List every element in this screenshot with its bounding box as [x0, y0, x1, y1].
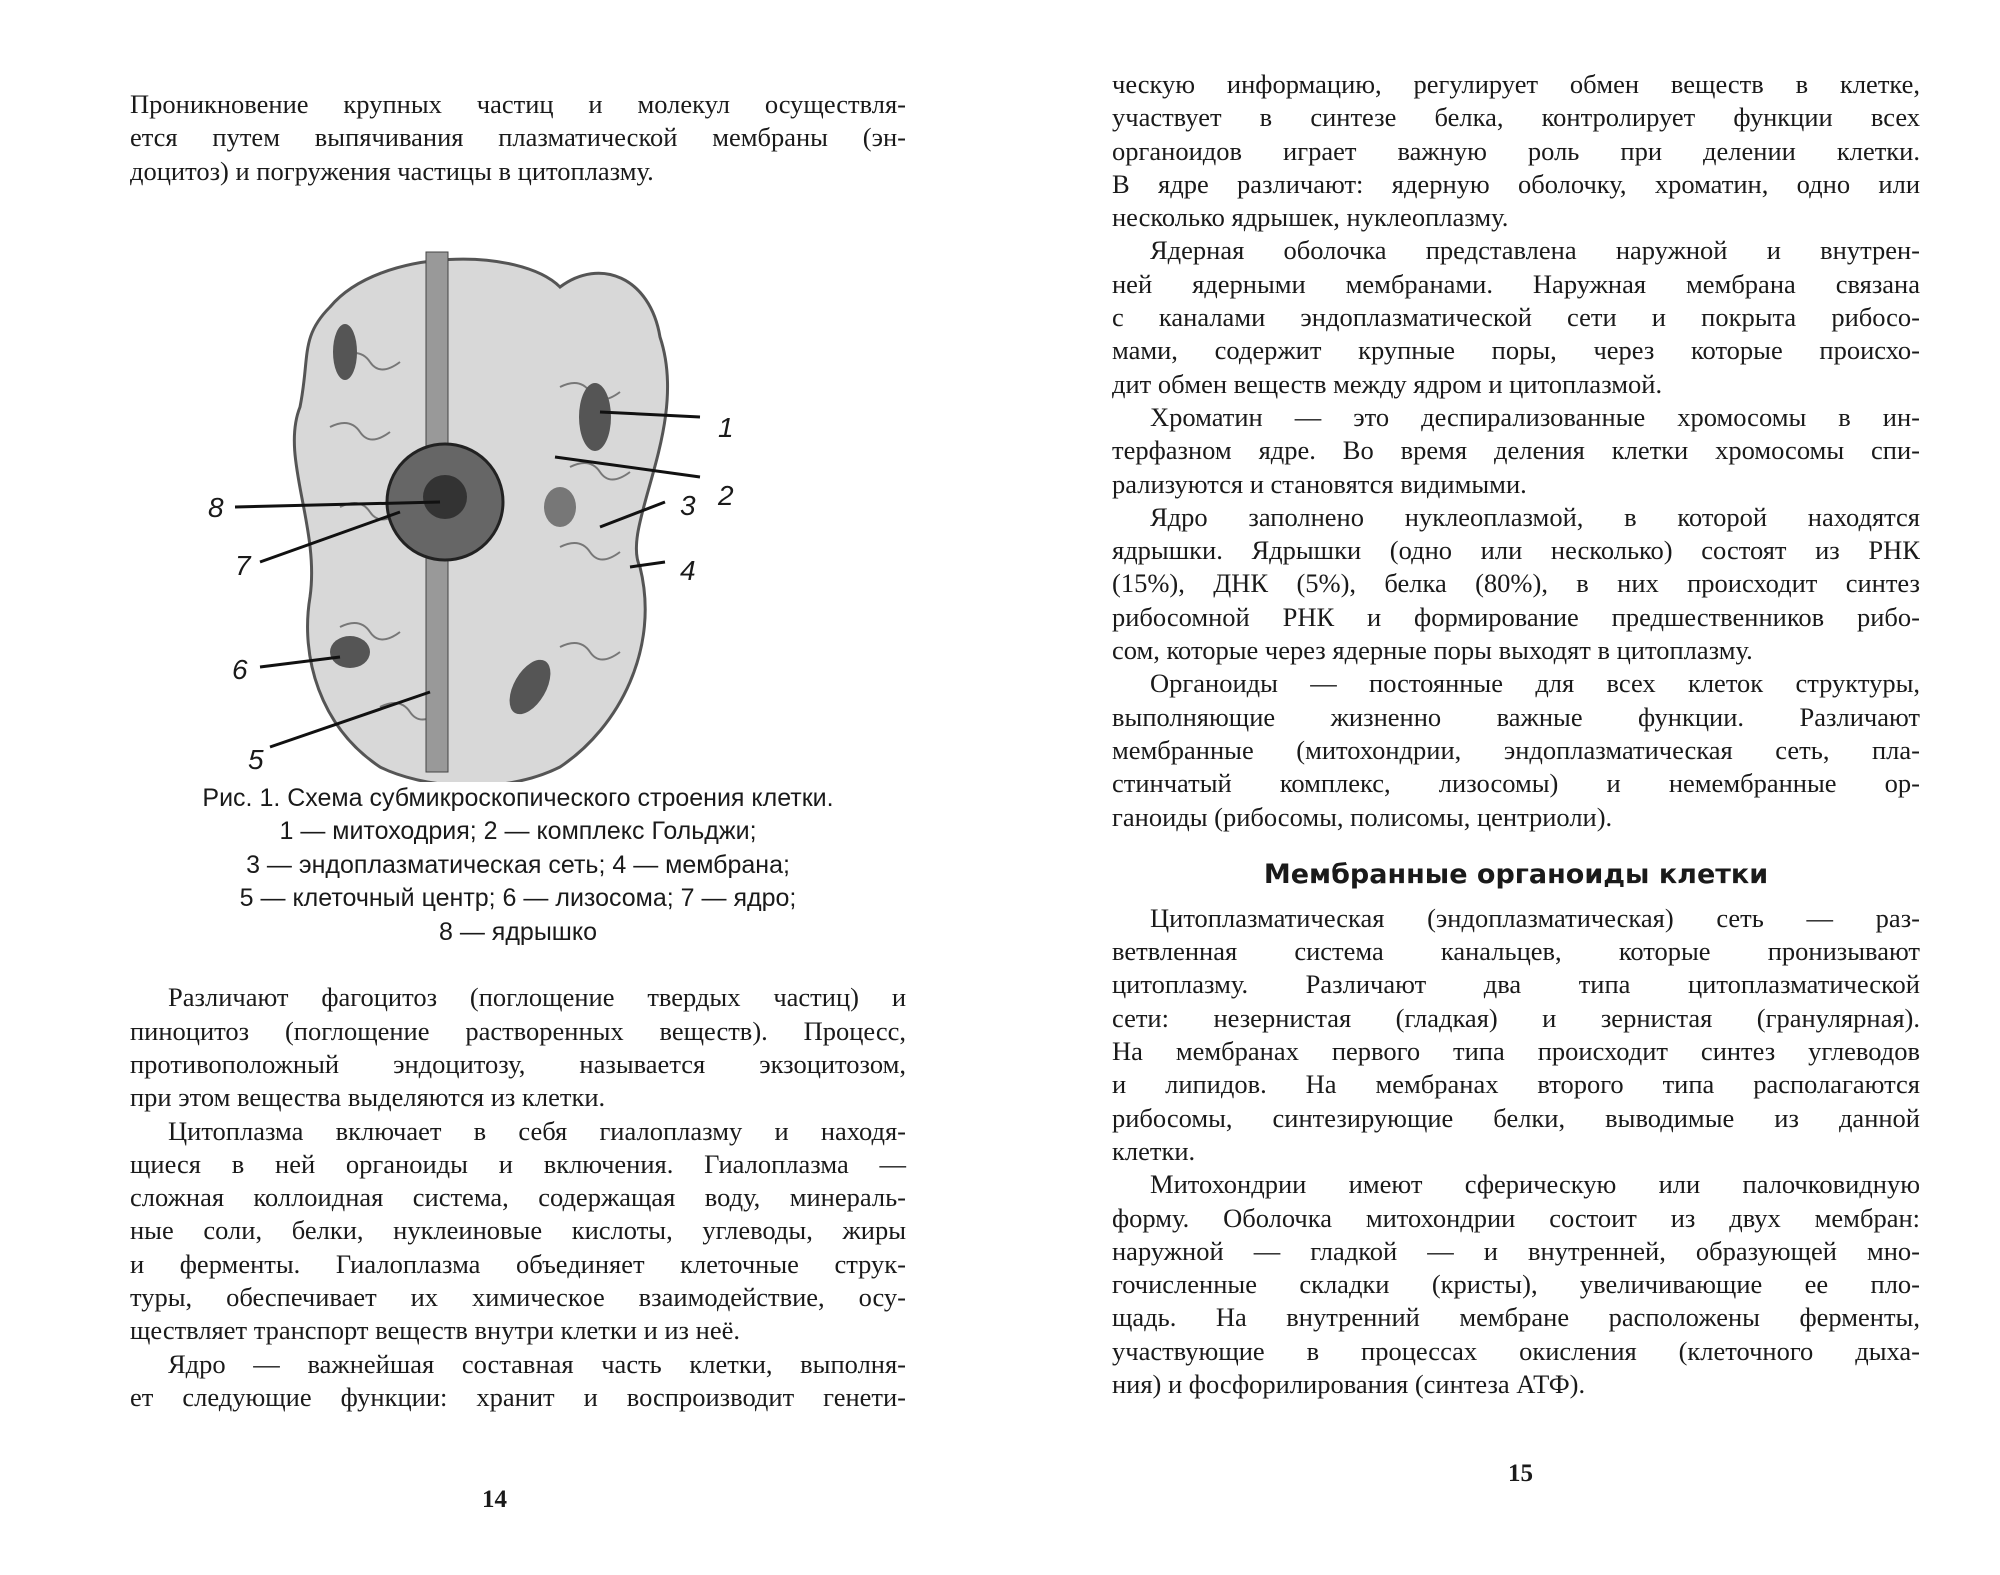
text-line: ветвленная система канальцев, которые пронизывают — [1112, 936, 1920, 967]
text-line: пиноцитоз (поглощение растворенных веществ). Процесс, — [130, 1015, 906, 1046]
text-line: стинчатый комплекс, лизосомы) и немембранные ор- — [1112, 768, 1920, 799]
text-line: щадь. На внутренний мембране расположены ферменты, — [1112, 1302, 1920, 1333]
caption-line: 1 — митоходрия; 2 — комплекс Гольджи; — [279, 817, 757, 846]
text-line: при этом вещества выделяются из клетки. — [130, 1082, 606, 1113]
figure-label-4: 4 — [680, 554, 696, 586]
body-text — [1112, 68, 1920, 834]
text-line: ные соли, белки, нуклеиновые кислоты, углеводы, жиры — [130, 1215, 906, 1246]
text-line: рибосомы, синтезирующие белки, выводимые из данной — [1112, 1102, 1920, 1133]
text-line: Ядерная оболочка представлена наружной и внутрен- — [1150, 235, 1920, 266]
text-line: доцитоз) и погружения частицы в цитоплазму. — [130, 155, 654, 186]
figure-label-7: 7 — [235, 549, 251, 581]
intro-paragraph — [130, 88, 906, 222]
text-line: ганоиды (рибосомы, полисомы, центриоли). — [1112, 801, 1613, 832]
text-line: На мембранах первого типа происходит синтез углеводов — [1112, 1036, 1920, 1067]
text-line: выполняющие жизненно важные функции. Различают — [1112, 701, 1920, 732]
body-text — [130, 981, 906, 1414]
figure-label-5: 5 — [248, 743, 264, 775]
text-line: Проникновение крупных частиц и молекул осуществля- — [130, 89, 906, 119]
right-page — [1112, 68, 1920, 1401]
caption-line: 3 — эндоплазматическая сеть; 4 — мембрана; — [246, 850, 790, 879]
text-line: Ядро — важнейшая составная часть клетки, выполня- — [168, 1348, 906, 1379]
text-line: и ферменты. Гиалоплазма объединяет клеточные струк- — [130, 1248, 906, 1279]
text-line: сложная коллоидная система, содержащая воду, минераль- — [130, 1182, 906, 1213]
text-line: ней ядерными мембранами. Наружная мембрана связана — [1112, 268, 1920, 299]
text-line: мами, содержит крупные поры, через которые происхо- — [1112, 335, 1920, 366]
text-line: щиеся в ней органоиды и включения. Гиалоплазма — — [130, 1148, 906, 1179]
text-line: участвует в синтезе белка, контролирует функции всех — [1112, 102, 1920, 133]
text-line: Цитоплазма включает в себя гиалоплазму и находя- — [168, 1115, 906, 1146]
text-line: рализуются и становятся видимыми. — [1112, 468, 1527, 499]
text-line: цитоплазму. Различают два типа цитоплазматической — [1112, 969, 1920, 1000]
page-number: 14 — [482, 1486, 507, 1513]
cell-diagram — [130, 222, 906, 782]
figure-label-8: 8 — [208, 491, 224, 523]
figure-label-6: 6 — [232, 653, 248, 685]
cell-figure — [130, 222, 906, 782]
text-line: клетки. — [1112, 1135, 1196, 1166]
figure-label-2: 2 — [718, 479, 734, 511]
text-line: и липидов. На мембранах второго типа располагаются — [1112, 1069, 1920, 1100]
text-line: (15%), ДНК (5%), белка (80%), в них происходит синтез — [1112, 568, 1920, 599]
text-line: Ядро заполнено нуклеоплазмой, в которой находятся — [1150, 501, 1920, 532]
text-line: В ядре различают: ядерную оболочку, хроматин, одно или — [1112, 168, 1920, 199]
text-line: дит обмен веществ между ядром и цитоплазмой. — [1112, 368, 1663, 399]
text-line: с каналами эндоплазматической сети и покрыта рибосо- — [1112, 302, 1920, 333]
text-line: ется путем выпячивания плазматической мембраны (эн- — [130, 122, 906, 153]
text-line: гочисленные складки (кристы), увеличивающие ее пло- — [1112, 1269, 1920, 1300]
text-line: рибосомной РНК и формирование предшественников рибо- — [1112, 601, 1920, 632]
caption-line: 5 — клеточный центр; 6 — лизосома; 7 — ядро; — [239, 884, 797, 913]
text-line: мембранные (митохондрии, эндоплазматическая сеть, пла- — [1112, 734, 1920, 765]
text-line: несколько ядрышек, нуклеоплазму. — [1112, 202, 1509, 233]
left-page — [130, 88, 906, 1414]
text-line: туры, обеспечивает их химическое взаимодействие, осу- — [130, 1282, 906, 1313]
caption-line: 8 — ядрышко — [439, 917, 597, 946]
text-line: противоположный эндоцитозу, называется экзоцитозом, — [130, 1048, 906, 1079]
figure-label-3: 3 — [680, 489, 696, 521]
text-line: форму. Оболочка митохондрии состоит из двух мембран: — [1112, 1202, 1920, 1233]
section-heading: Мембранные органоиды клетки — [1263, 858, 1769, 890]
body-text — [1112, 902, 1920, 1401]
text-line: органоидов играет важную роль при делении клетки. — [1112, 135, 1920, 166]
text-line: ческую информацию, регулирует обмен веществ в клетке, — [1112, 69, 1920, 99]
text-line: сом, которые через ядерные поры выходят в цитоплазму. — [1112, 635, 1753, 666]
text-line: Митохондрии имеют сферическую или палочковидную — [1150, 1169, 1920, 1200]
text-line: Хроматин — это деспирализованные хромосомы в ин- — [1150, 401, 1920, 432]
caption-line: Рис. 1. Схема субмикроскопического строения клетки. — [202, 783, 834, 812]
text-line: сети: незернистая (гладкая) и зернистая (гранулярная). — [1112, 1002, 1920, 1033]
page-number: 15 — [1508, 1460, 1533, 1487]
text-line: ядрышки. Ядрышки (одно или несколько) состоят из РНК — [1112, 535, 1920, 566]
text-line: участвующие в процессах окисления (клеточного дыха- — [1112, 1335, 1920, 1366]
text-line: ния) и фосфорилирования (синтеза АТФ). — [1112, 1368, 1586, 1399]
text-line: ществляет транспорт веществ внутри клетки и из неё. — [130, 1315, 740, 1346]
text-line: Органоиды — постоянные для всех клеток структуры, — [1150, 668, 1920, 699]
text-line: Цитоплазматическая (эндоплазматическая) сеть — раз- — [1150, 902, 1920, 933]
text-line: наружной — гладкой — и внутренней, образующей мно- — [1112, 1235, 1920, 1266]
text-line: ет следующие функции: хранит и воспроизводит генети- — [130, 1381, 906, 1412]
figure-caption — [130, 782, 906, 950]
text-line: терфазном ядре. Во время деления клетки хромосомы спи- — [1112, 435, 1920, 466]
figure-label-1: 1 — [718, 411, 734, 443]
text-line: Различают фагоцитоз (поглощение твердых частиц) и — [168, 982, 906, 1013]
